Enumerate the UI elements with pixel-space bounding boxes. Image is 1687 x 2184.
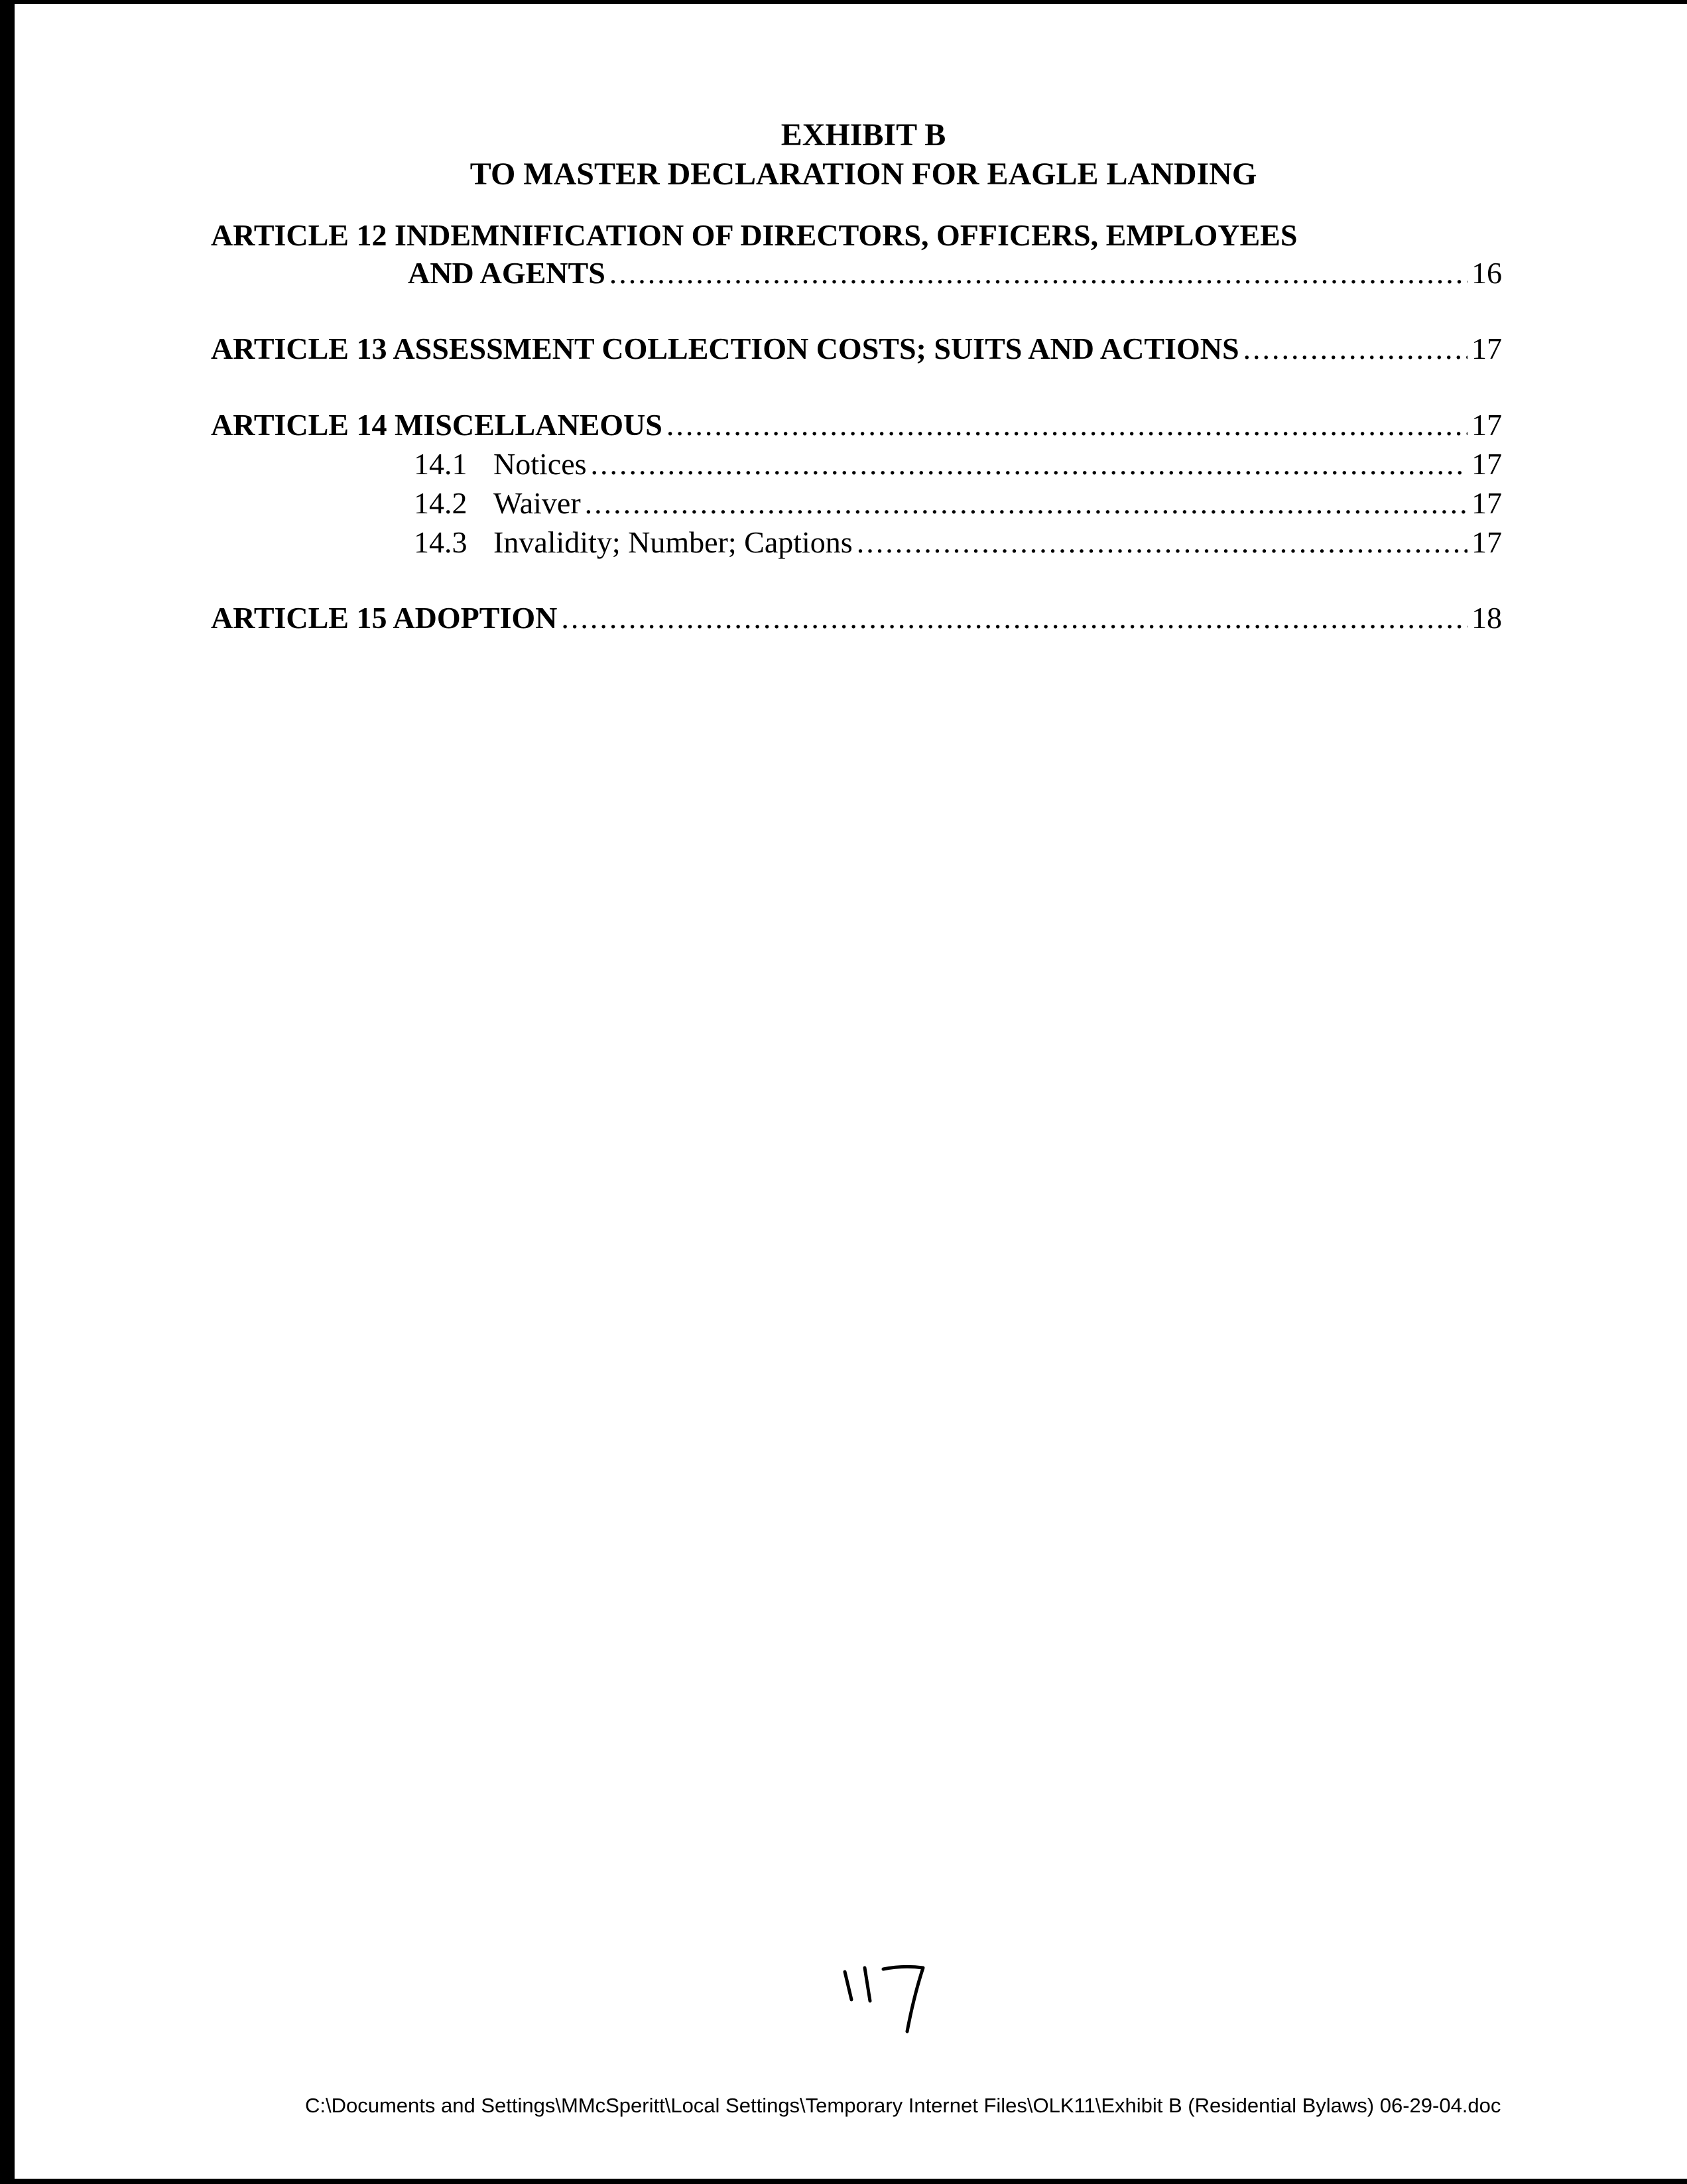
toc-page-number: 17 <box>1471 408 1502 442</box>
toc-page-number: 16 <box>1471 256 1502 290</box>
toc-section-number: 14.1 <box>414 447 468 481</box>
toc-leader-dots <box>585 485 1468 522</box>
exhibit-subtitle: TO MASTER DECLARATION FOR EAGLE LANDING <box>469 157 1257 192</box>
toc-article-14 <box>211 407 1502 444</box>
toc-section-title: Notices <box>493 447 587 481</box>
toc-section-14-3 <box>414 524 1502 561</box>
toc-article-12 <box>408 255 1502 292</box>
toc-page-number: 18 <box>1471 601 1502 635</box>
toc-article-title: ARTICLE 15 ADOPTION <box>211 601 558 635</box>
toc-article-12-line2: AND AGENTS <box>408 256 605 290</box>
toc-article-title: ARTICLE 14 MISCELLANEOUS <box>211 408 662 442</box>
toc-section-title: Invalidity; Number; Captions <box>493 525 853 559</box>
toc-leader-dots <box>609 255 1468 292</box>
toc-page-number: 17 <box>1471 447 1502 481</box>
toc-section-title: Waiver <box>493 486 581 520</box>
handwritten-page-number <box>837 1960 943 2039</box>
toc-section-number: 14.2 <box>414 486 468 520</box>
toc-leader-dots <box>666 407 1468 444</box>
toc-leader-dots <box>591 446 1468 483</box>
scan-edge-left <box>0 0 15 2184</box>
toc-article-13 <box>211 330 1502 367</box>
toc-page-number: 17 <box>1471 486 1502 520</box>
footer-file-path: C:\Documents and Settings\MMcSperitt\Local Settings\Temporary Internet Files\OLK11\Exhibit B (Residential Bylaws) 06-29-04.doc <box>305 2094 1501 2117</box>
toc-page-number: 17 <box>1471 525 1502 559</box>
exhibit-title: EXHIBIT B <box>781 117 946 153</box>
toc-article-12-line1: ARTICLE 12 INDEMNIFICATION OF DIRECTORS, OFFICERS, EMPLOYEES <box>211 218 1298 252</box>
toc-page-number: 17 <box>1471 332 1502 365</box>
scan-edge-bottom <box>0 2179 1687 2184</box>
toc-leader-dots <box>857 524 1468 561</box>
toc-section-number: 14.3 <box>414 525 468 559</box>
scan-edge-top <box>0 0 1687 4</box>
toc-section-14-1 <box>414 446 1502 483</box>
toc-section-14-2 <box>414 485 1502 522</box>
toc-article-title: ARTICLE 13 ASSESSMENT COLLECTION COSTS; SUITS AND ACTIONS <box>211 332 1239 365</box>
toc-leader-dots <box>1243 330 1468 367</box>
toc-article-15 <box>211 600 1502 637</box>
toc-leader-dots <box>561 600 1468 637</box>
